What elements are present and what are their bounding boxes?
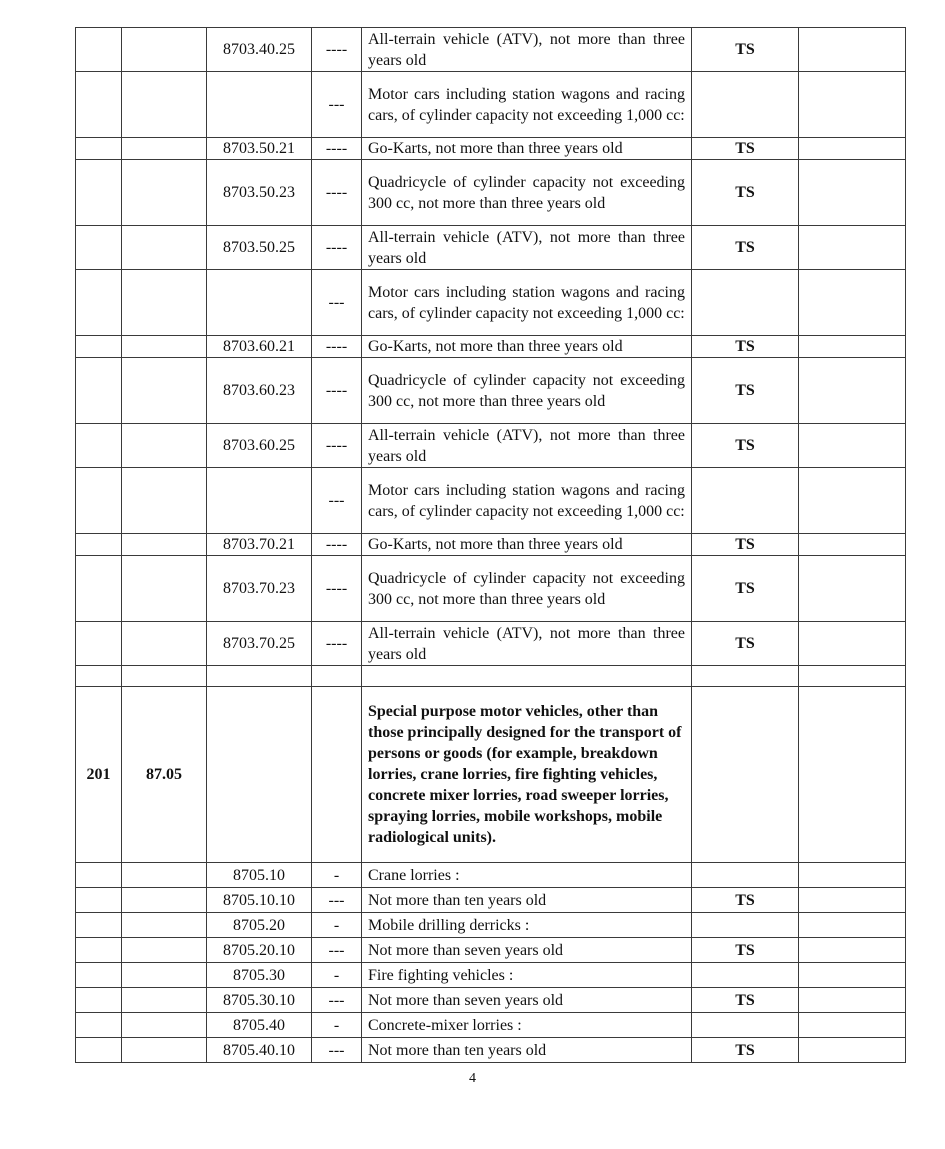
- extra-cell: [799, 270, 906, 336]
- description-cell: Go-Karts, not more than three years old: [362, 534, 692, 556]
- hs-code-cell: [207, 666, 312, 687]
- extra-cell: [799, 160, 906, 226]
- remark-cell: [692, 666, 799, 687]
- description-cell: Motor cars including station wagons and racing cars, of cylinder capacity not exceeding 1,000 cc:: [362, 270, 692, 336]
- description-cell: Go-Karts, not more than three years old: [362, 336, 692, 358]
- row-number-cell: [76, 666, 122, 687]
- heading-cell: [122, 226, 207, 270]
- table-row: [76, 666, 906, 687]
- extra-cell: [799, 888, 906, 913]
- extra-cell: [799, 1013, 906, 1038]
- table-row: [76, 687, 906, 863]
- hs-code-cell: 8703.40.25: [207, 28, 312, 72]
- dash-indent-cell: ---: [312, 468, 362, 534]
- remark-cell: [692, 468, 799, 534]
- table-row: [76, 72, 906, 138]
- description-cell: All-terrain vehicle (ATV), not more than three years old: [362, 622, 692, 666]
- row-number-cell: [76, 556, 122, 622]
- row-number-cell: [76, 468, 122, 534]
- dash-indent-cell: ----: [312, 424, 362, 468]
- description-cell: Quadricycle of cylinder capacity not exceeding 300 cc, not more than three years old: [362, 556, 692, 622]
- hs-code-cell: 8703.70.23: [207, 556, 312, 622]
- table-row: [76, 28, 906, 72]
- heading-cell: [122, 28, 207, 72]
- remark-cell: [692, 963, 799, 988]
- row-number-cell: [76, 888, 122, 913]
- extra-cell: [799, 666, 906, 687]
- extra-cell: [799, 534, 906, 556]
- dash-indent-cell: -: [312, 913, 362, 938]
- remark-cell: [692, 913, 799, 938]
- extra-cell: [799, 1038, 906, 1063]
- row-number-cell: 201: [76, 687, 122, 863]
- description-cell: Concrete-mixer lorries :: [362, 1013, 692, 1038]
- table-row: [76, 863, 906, 888]
- heading-cell: [122, 963, 207, 988]
- heading-cell: [122, 72, 207, 138]
- dash-indent-cell: ---: [312, 888, 362, 913]
- heading-cell: [122, 556, 207, 622]
- hs-code-cell: 8705.30: [207, 963, 312, 988]
- hs-code-cell: 8705.40: [207, 1013, 312, 1038]
- dash-indent-cell: ---: [312, 270, 362, 336]
- table-row: [76, 1038, 906, 1063]
- hs-code-cell: 8703.60.21: [207, 336, 312, 358]
- heading-cell: [122, 468, 207, 534]
- hs-code-cell: 8705.20.10: [207, 938, 312, 963]
- hs-code-cell: 8703.50.23: [207, 160, 312, 226]
- tariff-table: [75, 27, 906, 1063]
- extra-cell: [799, 358, 906, 424]
- dash-indent-cell: ----: [312, 28, 362, 72]
- extra-cell: [799, 226, 906, 270]
- row-number-cell: [76, 270, 122, 336]
- row-number-cell: [76, 160, 122, 226]
- hs-code-cell: [207, 687, 312, 863]
- description-cell: Special purpose motor vehicles, other than those principally designed for the transport of persons or goods (for example, breakdown lorries, crane lorries, fire fighting vehicles, concrete mixer lorries, road sweeper lorries, spraying lorries, mobile workshops, mobile radiological units).: [362, 687, 692, 863]
- dash-indent-cell: ----: [312, 534, 362, 556]
- table-row: [76, 160, 906, 226]
- table-row: [76, 938, 906, 963]
- row-number-cell: [76, 863, 122, 888]
- table-row: [76, 622, 906, 666]
- dash-indent-cell: ----: [312, 160, 362, 226]
- dash-indent-cell: ---: [312, 1038, 362, 1063]
- row-number-cell: [76, 138, 122, 160]
- hs-code-cell: [207, 468, 312, 534]
- remark-cell: TS: [692, 358, 799, 424]
- extra-cell: [799, 988, 906, 1013]
- hs-code-cell: [207, 270, 312, 336]
- hs-code-cell: [207, 72, 312, 138]
- description-cell: Mobile drilling derricks :: [362, 913, 692, 938]
- remark-cell: TS: [692, 226, 799, 270]
- remark-cell: [692, 863, 799, 888]
- extra-cell: [799, 336, 906, 358]
- dash-indent-cell: ---: [312, 72, 362, 138]
- row-number-cell: [76, 358, 122, 424]
- extra-cell: [799, 424, 906, 468]
- description-cell: All-terrain vehicle (ATV), not more than three years old: [362, 28, 692, 72]
- dash-indent-cell: [312, 666, 362, 687]
- heading-cell: [122, 913, 207, 938]
- dash-indent-cell: ----: [312, 358, 362, 424]
- heading-cell: [122, 424, 207, 468]
- heading-cell: [122, 938, 207, 963]
- description-cell: All-terrain vehicle (ATV), not more than three years old: [362, 226, 692, 270]
- description-cell: Crane lorries :: [362, 863, 692, 888]
- dash-indent-cell: [312, 687, 362, 863]
- heading-cell: [122, 534, 207, 556]
- extra-cell: [799, 556, 906, 622]
- table-row: [76, 468, 906, 534]
- description-cell: Not more than seven years old: [362, 988, 692, 1013]
- description-cell: Not more than ten years old: [362, 888, 692, 913]
- extra-cell: [799, 863, 906, 888]
- heading-cell: [122, 336, 207, 358]
- extra-cell: [799, 938, 906, 963]
- row-number-cell: [76, 622, 122, 666]
- table-row: [76, 358, 906, 424]
- description-cell: Go-Karts, not more than three years old: [362, 138, 692, 160]
- heading-cell: [122, 1038, 207, 1063]
- extra-cell: [799, 28, 906, 72]
- dash-indent-cell: ----: [312, 556, 362, 622]
- extra-cell: [799, 468, 906, 534]
- remark-cell: TS: [692, 138, 799, 160]
- table-row: [76, 534, 906, 556]
- extra-cell: [799, 963, 906, 988]
- hs-code-cell: 8705.10.10: [207, 888, 312, 913]
- row-number-cell: [76, 28, 122, 72]
- table-row: [76, 1013, 906, 1038]
- extra-cell: [799, 687, 906, 863]
- hs-code-cell: 8705.20: [207, 913, 312, 938]
- row-number-cell: [76, 424, 122, 468]
- table-row: [76, 963, 906, 988]
- table-row: [76, 988, 906, 1013]
- remark-cell: [692, 72, 799, 138]
- remark-cell: TS: [692, 622, 799, 666]
- heading-cell: 87.05: [122, 687, 207, 863]
- dash-indent-cell: ---: [312, 938, 362, 963]
- hs-code-cell: 8705.10: [207, 863, 312, 888]
- description-cell: [362, 666, 692, 687]
- row-number-cell: [76, 913, 122, 938]
- heading-cell: [122, 666, 207, 687]
- remark-cell: TS: [692, 534, 799, 556]
- dash-indent-cell: ---: [312, 988, 362, 1013]
- remark-cell: TS: [692, 888, 799, 913]
- remark-cell: [692, 687, 799, 863]
- description-cell: Quadricycle of cylinder capacity not exceeding 300 cc, not more than three years old: [362, 160, 692, 226]
- row-number-cell: [76, 938, 122, 963]
- hs-code-cell: 8705.40.10: [207, 1038, 312, 1063]
- description-cell: Motor cars including station wagons and racing cars, of cylinder capacity not exceeding 1,000 cc:: [362, 72, 692, 138]
- table-row: [76, 888, 906, 913]
- row-number-cell: [76, 1013, 122, 1038]
- tariff-table-body: [76, 28, 906, 1063]
- remark-cell: TS: [692, 556, 799, 622]
- remark-cell: TS: [692, 336, 799, 358]
- table-row: [76, 556, 906, 622]
- remark-cell: TS: [692, 938, 799, 963]
- description-cell: Motor cars including station wagons and racing cars, of cylinder capacity not exceeding 1,000 cc:: [362, 468, 692, 534]
- table-row: [76, 336, 906, 358]
- remark-cell: TS: [692, 28, 799, 72]
- remark-cell: TS: [692, 988, 799, 1013]
- dash-indent-cell: ----: [312, 138, 362, 160]
- description-cell: Not more than seven years old: [362, 938, 692, 963]
- dash-indent-cell: -: [312, 1013, 362, 1038]
- remark-cell: [692, 1013, 799, 1038]
- table-row: [76, 138, 906, 160]
- remark-cell: [692, 270, 799, 336]
- description-cell: All-terrain vehicle (ATV), not more than three years old: [362, 424, 692, 468]
- extra-cell: [799, 913, 906, 938]
- heading-cell: [122, 138, 207, 160]
- remark-cell: TS: [692, 424, 799, 468]
- heading-cell: [122, 358, 207, 424]
- row-number-cell: [76, 336, 122, 358]
- heading-cell: [122, 1013, 207, 1038]
- page-number: 4: [469, 1071, 476, 1086]
- extra-cell: [799, 138, 906, 160]
- row-number-cell: [76, 72, 122, 138]
- hs-code-cell: 8703.60.25: [207, 424, 312, 468]
- heading-cell: [122, 160, 207, 226]
- remark-cell: TS: [692, 1038, 799, 1063]
- hs-code-cell: 8703.70.21: [207, 534, 312, 556]
- row-number-cell: [76, 1038, 122, 1063]
- extra-cell: [799, 72, 906, 138]
- hs-code-cell: 8705.30.10: [207, 988, 312, 1013]
- description-cell: Quadricycle of cylinder capacity not exceeding 300 cc, not more than three years old: [362, 358, 692, 424]
- row-number-cell: [76, 534, 122, 556]
- description-cell: Not more than ten years old: [362, 1038, 692, 1063]
- hs-code-cell: 8703.70.25: [207, 622, 312, 666]
- row-number-cell: [76, 988, 122, 1013]
- dash-indent-cell: ----: [312, 226, 362, 270]
- dash-indent-cell: -: [312, 863, 362, 888]
- remark-cell: TS: [692, 160, 799, 226]
- heading-cell: [122, 988, 207, 1013]
- row-number-cell: [76, 226, 122, 270]
- dash-indent-cell: ----: [312, 336, 362, 358]
- table-row: [76, 226, 906, 270]
- table-row: [76, 424, 906, 468]
- description-cell: Fire fighting vehicles :: [362, 963, 692, 988]
- hs-code-cell: 8703.50.21: [207, 138, 312, 160]
- extra-cell: [799, 622, 906, 666]
- dash-indent-cell: -: [312, 963, 362, 988]
- dash-indent-cell: ----: [312, 622, 362, 666]
- heading-cell: [122, 270, 207, 336]
- table-row: [76, 270, 906, 336]
- heading-cell: [122, 888, 207, 913]
- heading-cell: [122, 863, 207, 888]
- hs-code-cell: 8703.50.25: [207, 226, 312, 270]
- hs-code-cell: 8703.60.23: [207, 358, 312, 424]
- table-row: [76, 913, 906, 938]
- heading-cell: [122, 622, 207, 666]
- row-number-cell: [76, 963, 122, 988]
